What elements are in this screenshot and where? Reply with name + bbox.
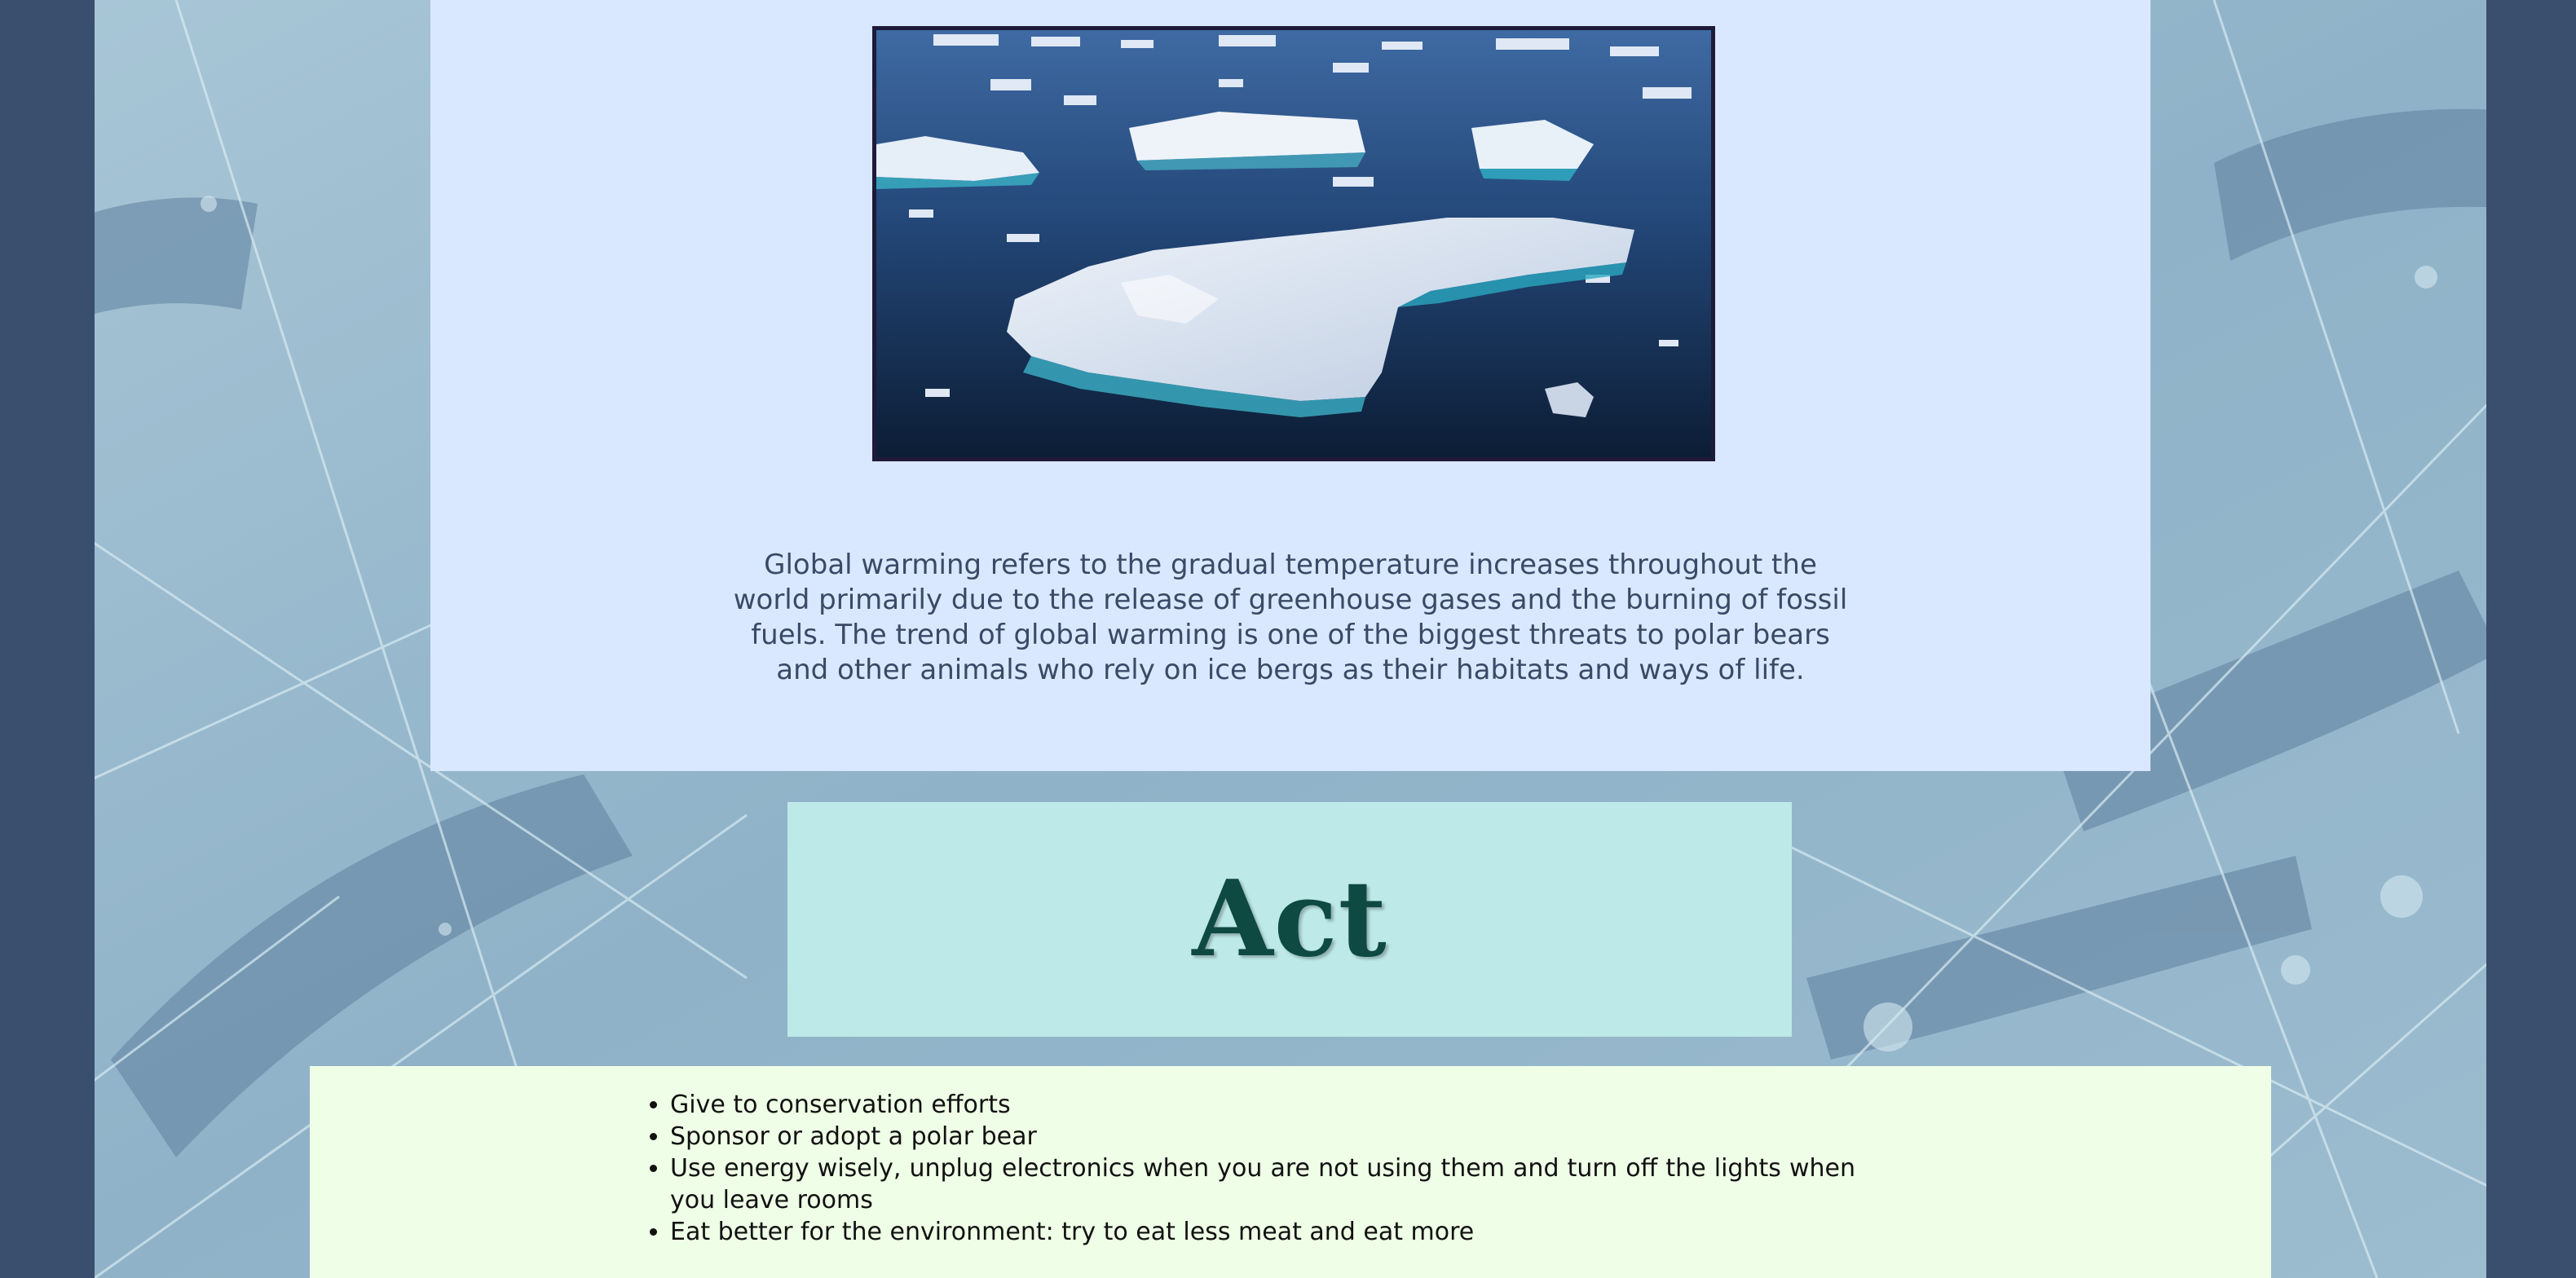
list-item: • Sponsor or adopt a polar bear <box>670 1121 1855 1152</box>
right-frame-strip <box>2486 0 2563 1278</box>
intro-section <box>430 0 2150 771</box>
left-frame-strip <box>13 0 95 1278</box>
list-item: • Give to conservation efforts <box>670 1089 1855 1121</box>
act-banner <box>787 802 1792 1037</box>
iceberg-image <box>872 26 1715 461</box>
global-warming-description: Global warming refers to the gradual temperature increases throughout the world primarily due to the release of greenhouse gases and the burning of fossil fuels. The trend of global warming is one of the biggest threats to polar bears and other animals who rely on ice bergs as their habitats and ways of life. <box>733 549 1848 686</box>
list-item: • Use energy wisely, unplug electronics when you are not using them and turn off the lights when you leave rooms <box>670 1152 1855 1216</box>
action-section <box>310 1066 2271 1278</box>
list-item: • Eat better for the environment: try to eat less meat and eat more <box>670 1216 1855 1248</box>
action-list <box>634 1089 1855 1248</box>
act-heading: Act <box>1192 858 1387 981</box>
